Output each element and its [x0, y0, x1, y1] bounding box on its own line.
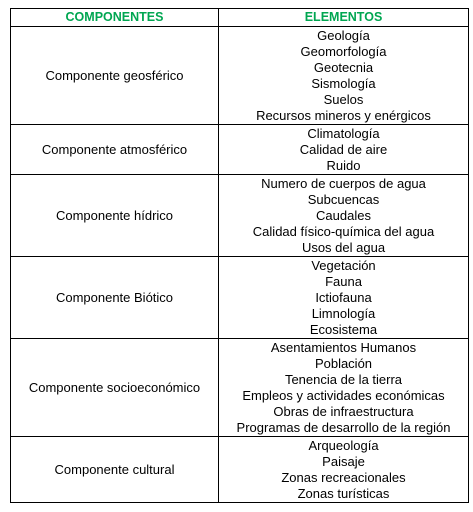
element-item: Asentamientos Humanos: [270, 340, 417, 355]
table-row: [11, 175, 469, 257]
element-item: Suelos: [323, 92, 364, 107]
element-item: Fauna: [325, 274, 362, 289]
elements-cell: [219, 27, 469, 125]
element-item: Geomorfología: [300, 44, 387, 59]
element-item: Zonas turísticas: [297, 486, 390, 501]
elements-list: [219, 437, 468, 502]
table-row: [11, 437, 469, 503]
component-cell: Componente atmosférico: [11, 125, 219, 175]
table-row: [11, 125, 469, 175]
component-cell: Componente cultural: [11, 437, 219, 503]
elements-cell: [219, 437, 469, 503]
elements-list: [219, 175, 468, 256]
elements-list: [219, 257, 468, 338]
element-item: Tenencia de la tierra: [284, 372, 403, 387]
table-row: [11, 27, 469, 125]
element-item: Geotecnia: [313, 60, 374, 75]
header-elementos: ELEMENTOS: [219, 9, 469, 27]
element-item: Programas de desarrollo de la región: [236, 420, 451, 435]
table-body: [11, 27, 469, 503]
component-cell: Componente geosférico: [11, 27, 219, 125]
elements-list: [219, 339, 468, 436]
components-table: [10, 8, 469, 503]
elements-cell: [219, 125, 469, 175]
element-item: Ictiofauna: [315, 290, 372, 305]
element-item: Empleos y actividades económicas: [242, 388, 445, 403]
elements-cell: [219, 257, 469, 339]
element-item: Climatología: [307, 126, 380, 141]
elements-list: [219, 125, 468, 174]
elements-list: [219, 27, 468, 124]
element-item: Geología: [317, 28, 370, 43]
component-cell: Componente Biótico: [11, 257, 219, 339]
element-item: Arqueología: [308, 438, 379, 453]
element-item: Recursos mineros y enérgicos: [256, 108, 431, 123]
element-item: Población: [314, 356, 373, 371]
header-row: [11, 9, 469, 27]
element-item: Subcuencas: [307, 192, 380, 207]
element-item: Limnología: [311, 306, 376, 321]
element-item: Usos del agua: [301, 240, 386, 255]
element-item: Obras de infraestructura: [273, 404, 414, 419]
elements-cell: [219, 339, 469, 437]
element-item: Numero de cuerpos de agua: [261, 176, 426, 191]
element-item: Vegetación: [311, 258, 376, 273]
header-componentes: COMPONENTES: [11, 9, 219, 27]
table-row: [11, 339, 469, 437]
table-row: [11, 257, 469, 339]
elements-cell: [219, 175, 469, 257]
component-cell: Componente hídrico: [11, 175, 219, 257]
element-item: Calidad de aire: [299, 142, 388, 157]
element-item: Calidad físico-química del agua: [252, 224, 435, 239]
element-item: Caudales: [316, 208, 371, 223]
element-item: Paisaje: [322, 454, 365, 469]
component-cell: Componente socioeconómico: [11, 339, 219, 437]
element-item: Ruido: [326, 158, 361, 173]
element-item: Zonas recreacionales: [281, 470, 406, 485]
element-item: Sismología: [311, 76, 376, 91]
element-item: Ecosistema: [309, 322, 378, 337]
